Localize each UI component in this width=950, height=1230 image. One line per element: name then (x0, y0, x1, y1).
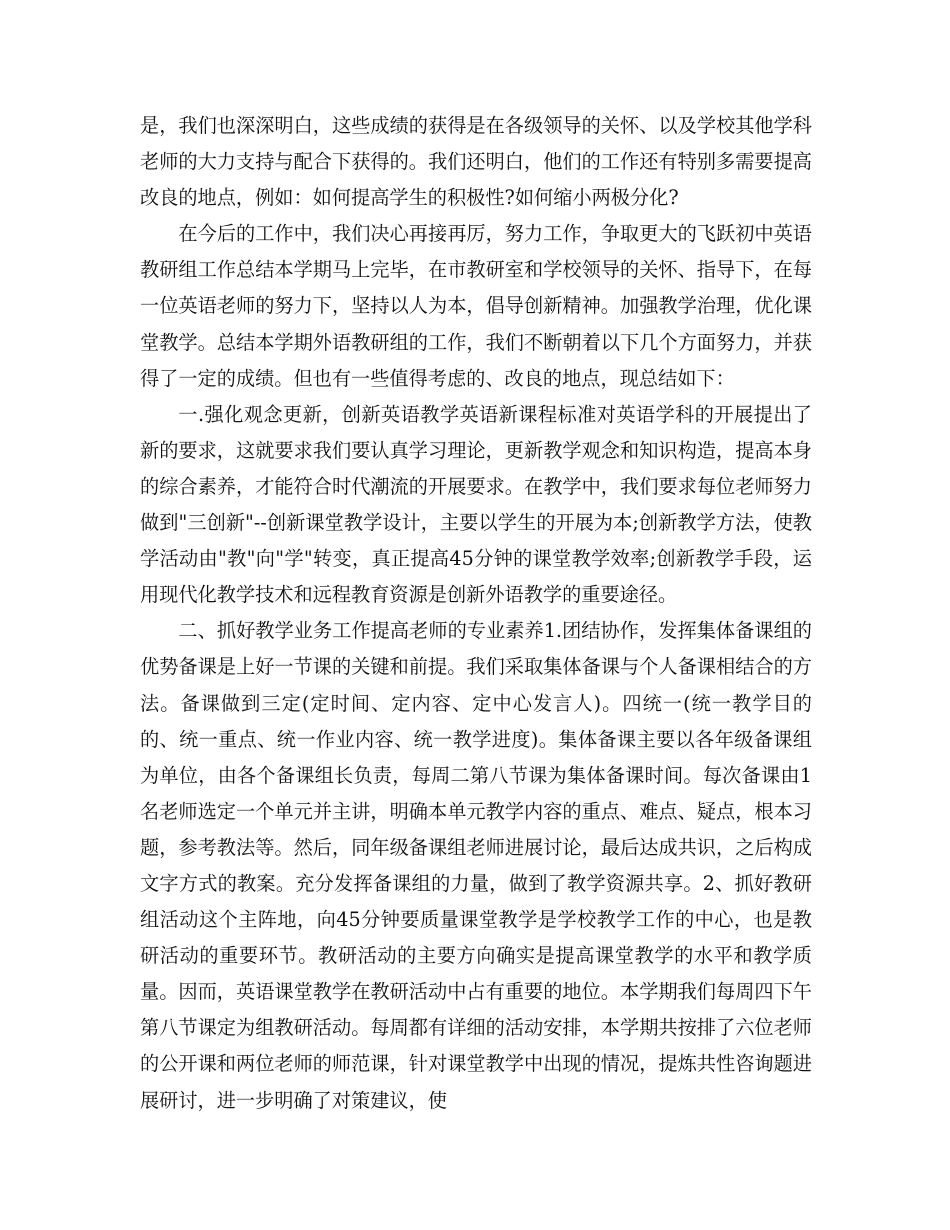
paragraph-2: 在今后的工作中，我们决心再接再厉，努力工作，争取更大的飞跃初中英语教研组工作总结本学期马上完毕，在市教研室和学校领导的关怀、指导下，在每一位英语老师的努力下，坚持以人为本，倡导创新精神。加强教学治理，优化课堂教学。总结本学期外语教研组的工作，我们不断朝着以下几个方面努力，并获得了一定的成绩。但也有一些值得考虑的、改良的地点，现总结如下： (140, 222, 812, 390)
paragraph-1: 是，我们也深深明白，这些成绩的获得是在各级领导的关怀、以及学校其他学科老师的大力支持与配合下获得的。我们还明白，他们的工作还有特别多需要提高改良的地点，例如：如何提高学生的积极性?如何缩小两极分化? (140, 114, 812, 210)
paragraph-3: 一.强化观念更新，创新英语教学英语新课程标准对英语学科的开展提出了新的要求，这就要求我们要认真学习理论，更新教学观念和知识构造，提高本身的综合素养，才能符合时代潮流的开展要求。在教学中，我们要求每位老师努力做到"三创新"--创新课堂教学设计，主要以学生的开展为本;创新教学方法，使教学活动由"教"向"学"转变，真正提高45分钟的课堂教学效率;创新教学手段，运用现代化教学技术和远程教育资源是创新外语教学的重要途径。 (140, 402, 812, 607)
paragraph-4: 二、抓好教学业务工作提高老师的专业素养1.团结协作，发挥集体备课组的优势备课是上好一节课的关键和前提。我们采取集体备课与个人备课相结合的方法。备课做到三定(定时间、定内容、定中心发言人)。四统一(统一教学目的的、统一重点、统一作业内容、统一教学进度)。集体备课主要以各年级备课组为单位，由各个备课组长负责，每周二第八节课为集体备课时间。每次备课由1名老师选定一个单元并主讲，明确本单元教学内容的重点、难点、疑点，根本习题，参考教法等。然后，同年级备课组老师进展讨论，最后达成共识，之后构成文字方式的教案。充分发挥备课组的力量，做到了教学资源共享。2、抓好教研组活动这个主阵地，向45分钟要质量课堂教学是学校教学工作的中心，也是教研活动的重要环节。教研活动的主要方向确实是提高课堂教学的水平和教学质量。因而，英语课堂教学在教研活动中占有重要的地位。本学期我们每周四下午第八节课定为组教研活动。每周都有详细的活动安排，本学期共按排了六位老师的公开课和两位老师的师范课，针对课堂教学中出现的情况，提炼共性咨询题进展研讨，进一步明确了对策建议，使 (140, 619, 812, 1112)
document-body (140, 108, 812, 1119)
